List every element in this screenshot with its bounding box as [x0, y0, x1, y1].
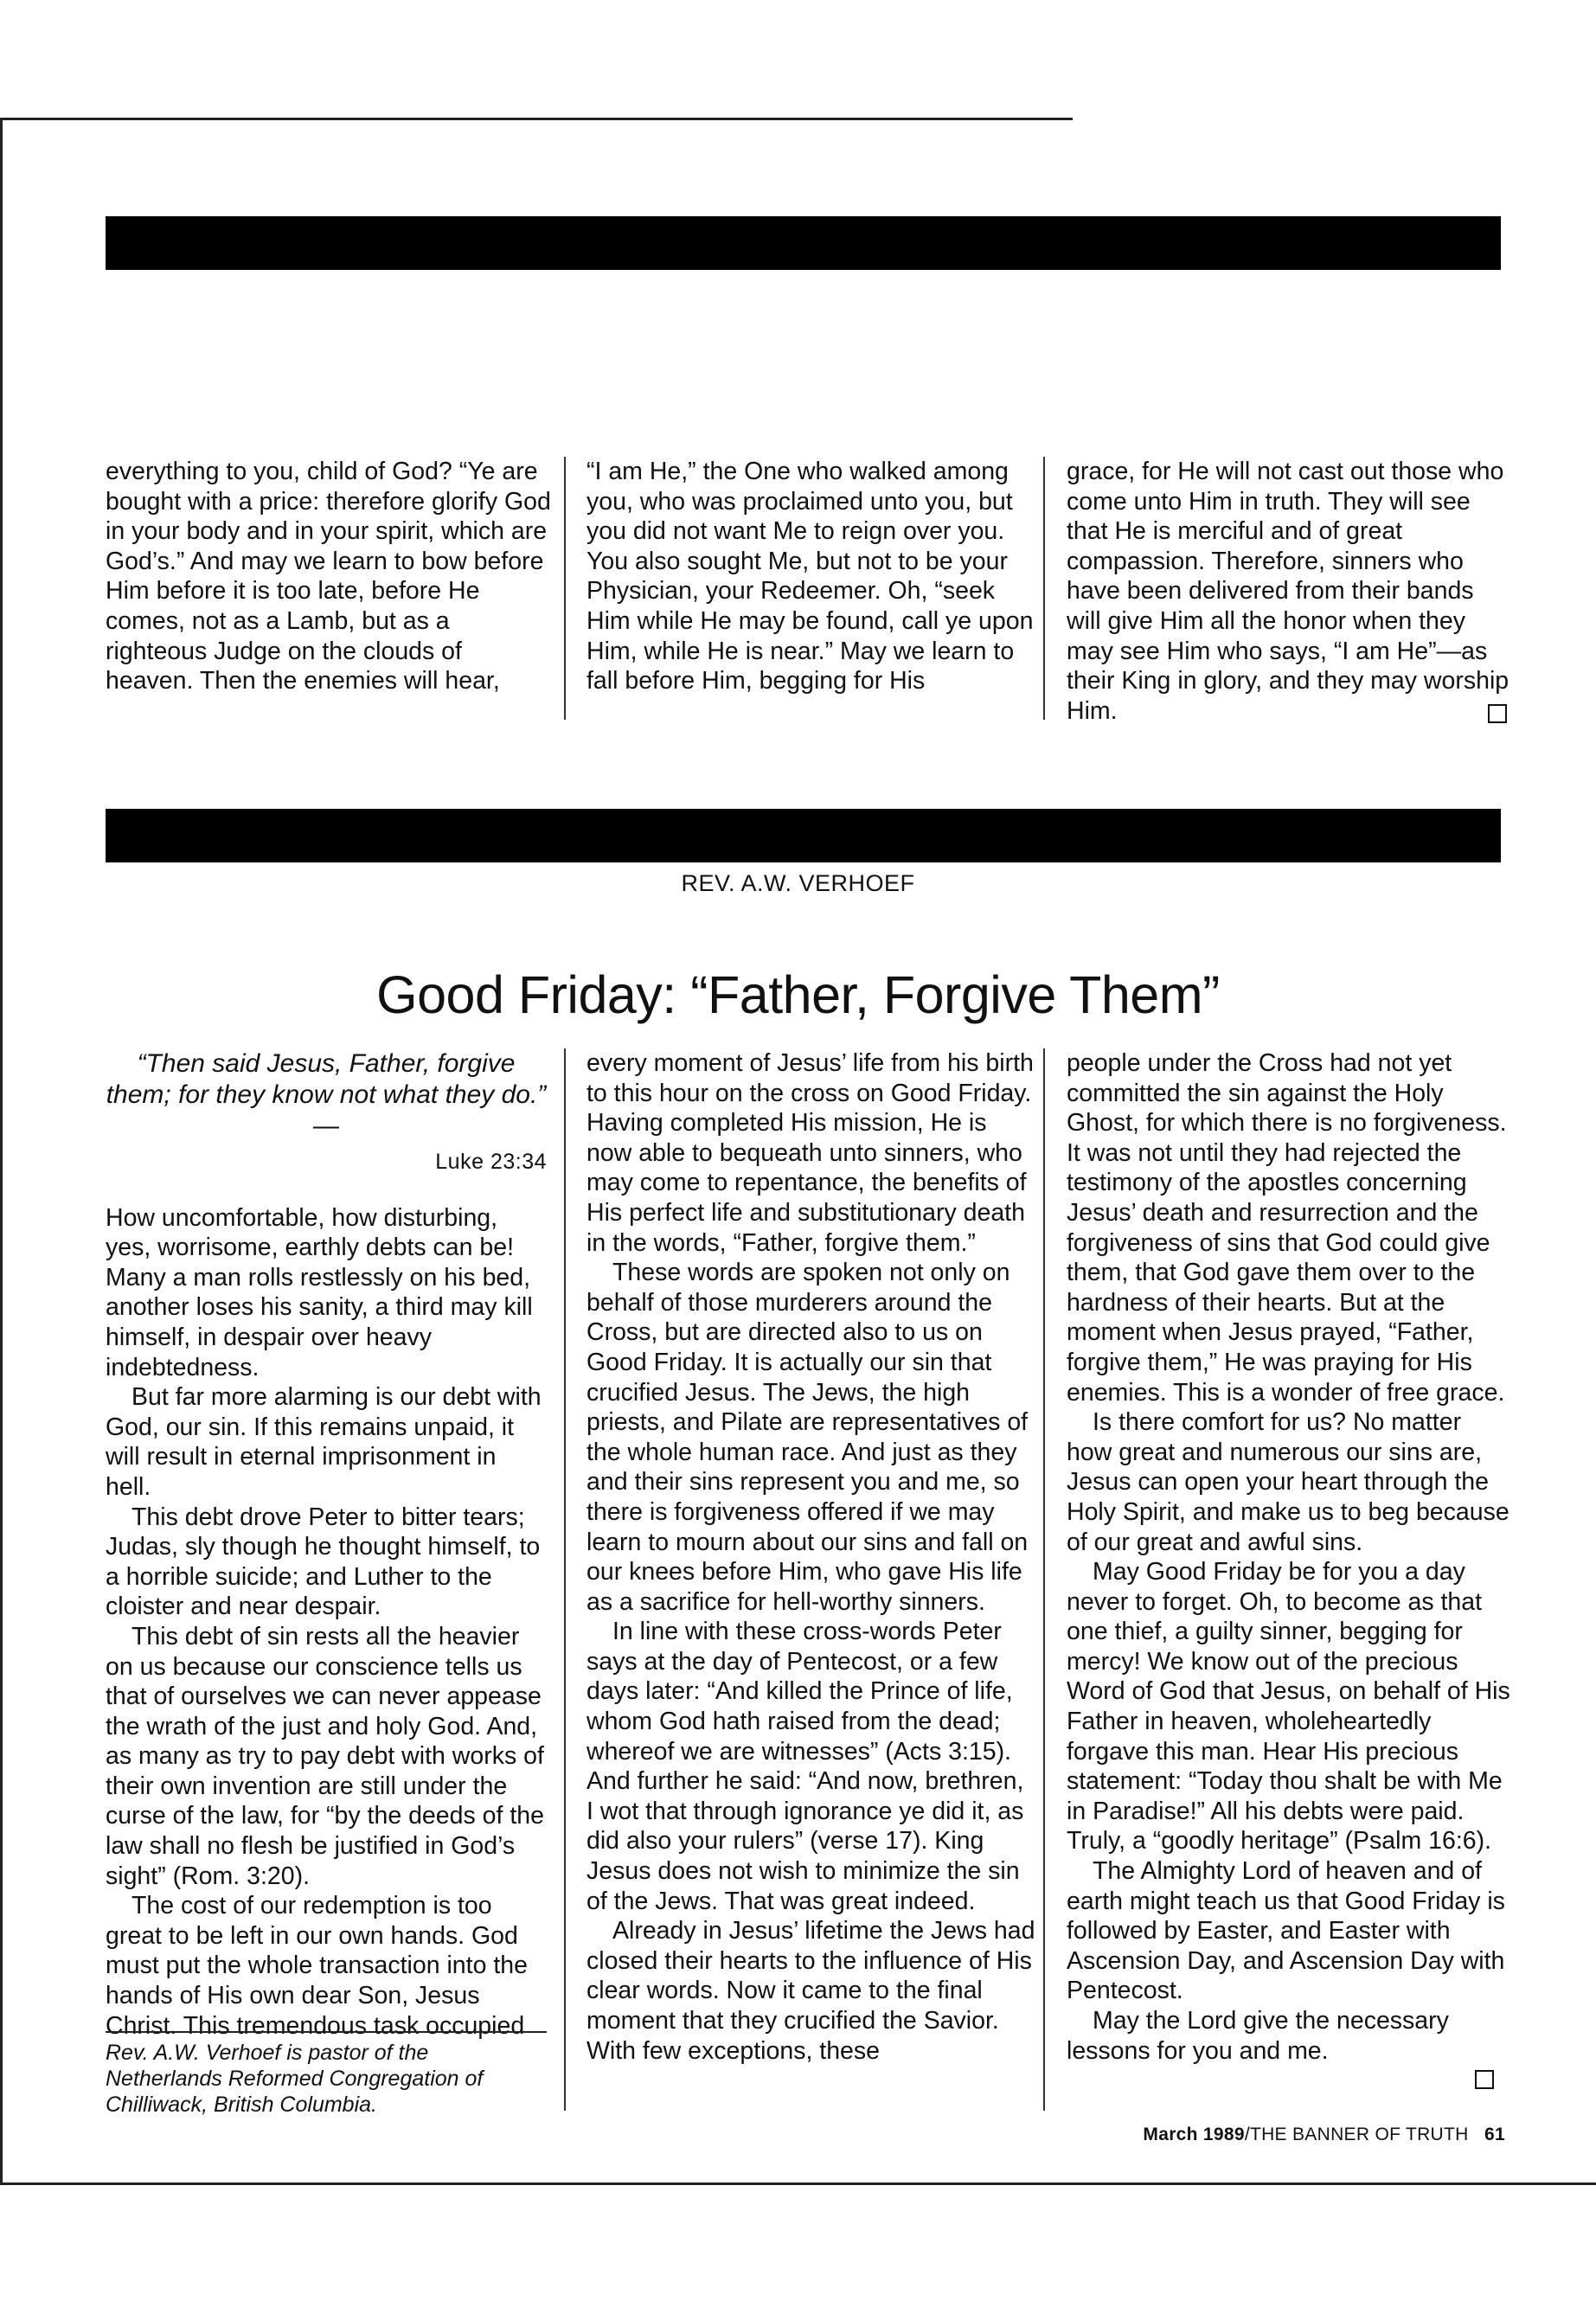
paragraph: The cost of our redemption is too great to be left in our own hands. God must put the whole transaction into the hands of His own dear Son, Jesus Christ. This tremendous task occupied	[106, 1892, 528, 2040]
paragraph: May the Lord give the necessary lessons for you and me.	[1067, 2007, 1449, 2065]
column-rule	[564, 457, 566, 720]
paragraph: In line with these cross-words Peter says at the day of Pentecost, or a few days later: “And killed the Prince of life, whom God hath raised from the dead; whereof we are witnesses” (Acts 3:15). And further he said: “And now, brethren, I wot that through ignorance ye did it, as did also your rulers” (verse 17). King Jesus does not wish to minimize the sin of the Jews. That was great indeed.	[586, 1618, 1024, 1915]
column-rule	[1043, 457, 1045, 720]
byline: REV. A.W. VERHOEF	[681, 870, 915, 896]
footer-publication: /THE BANNER OF TRUTH	[1244, 2125, 1469, 2144]
article-column-1	[106, 1048, 547, 2041]
article-column-3	[1067, 1048, 1512, 2066]
paragraph: Already in Jesus’ lifetime the Jews had closed their hearts to the influence of His clear words. Now it came to the final moment that they crucified the Savior. With few exceptions, these	[586, 1917, 1035, 2065]
end-of-article-square-icon	[1475, 2070, 1494, 2089]
end-of-article-square-icon	[1488, 704, 1507, 723]
epigraph-quote: “Then said Jesus, Father, forgive them; for they know not what they do.” —	[106, 1049, 547, 1140]
footer-date: March 1989	[1143, 2125, 1245, 2144]
article-title: Good Friday: “Father, Forgive Them”	[376, 965, 1220, 1024]
section-black-bar	[106, 809, 1501, 862]
column-rule	[1043, 1048, 1045, 2111]
page-footer	[1038, 2125, 1505, 2145]
paragraph: But far more alarming is our debt with God, our sin. If this remains unpaid, it will result in eternal imprisonment in hell.	[106, 1383, 542, 1501]
paragraph: Is there comfort for us? No matter how great and numerous our sins are, Jesus can open your heart through the Holy Spirit, and make us to beg because of our great and awful sins.	[1067, 1408, 1509, 1556]
paragraph: This debt of sin rests all the heavier on us because our conscience tells us that of ourselves we can never appease the wrath of the just and holy God. And, as many as try to pay debt with works of their own invention are still under the curse of the law, for “by the deeds of the law shall no flesh be justified in God’s sight” (Rom. 3:20).	[106, 1622, 544, 1890]
article-column-2	[586, 1048, 1036, 2066]
paragraph: May Good Friday be for you a day never to forget. Oh, to become as that one thief, a guilty sinner, begging for mercy! We know out of the precious Word of God that Jesus, on behalf of His Father in heaven, wholeheartedly forgave this man. Hear His precious statement: “Today thou shalt be with Me in Paradise!” All his debts were paid. Truly, a “goodly heritage” (Psalm 16:6).	[1067, 1558, 1510, 1856]
author-note: Rev. A.W. Verhoef is pastor of the Netherlands Reformed Congregation of Chilliwack, British Columbia.	[106, 2031, 547, 2118]
previous-article-column-2	[586, 457, 1036, 696]
paragraph: This debt drove Peter to bitter tears; Judas, sly though he thought himself, to a horrible suicide; and Luther to the cloister and near despair.	[106, 1503, 541, 1621]
previous-article-text: grace, for He will not cast out those who come unto Him in truth. They will see that He is merciful and of great compassion. Therefore, sinners who have been delivered from their bands will give Him all the honor when they may see Him who says, “I am He”—as their King in glory, and they may worship Him.	[1067, 458, 1509, 725]
previous-article-text: everything to you, child of God? “Ye are bought with a price: therefore glorify God in your body and in your spirit, which are God’s.” And may we learn to bow before Him before it is too late, before He comes, not as a Lamb, but as a righteous Judge on the clouds of heaven. Then the enemies will hear,	[106, 458, 551, 695]
paragraph: The Almighty Lord of heaven and of earth might teach us that Good Friday is followed by Easter, and Easter with Ascension Day, and Ascension Day with Pentecost.	[1067, 1857, 1505, 2005]
epigraph-reference: Luke 23:34	[435, 1150, 547, 1174]
previous-article-column-3	[1067, 457, 1512, 726]
paragraph: How uncomfortable, how disturbing, yes, worrisome, earthly debts can be! Many a man rolls restlessly on his bed, another loses his sanity, a third may kill himself, in despair over heavy indebtedness.	[106, 1203, 533, 1381]
page-edge-bottom	[0, 2182, 1596, 2185]
page-edge-left	[0, 118, 3, 2185]
previous-article-column-1	[106, 457, 555, 696]
header-black-bar	[106, 216, 1501, 270]
column-rule	[564, 1048, 566, 2111]
paragraph: people under the Cross had not yet committed the sin against the Holy Ghost, for which there is no forgiveness. It was not until they had rejected the testimony of the apostles concerning Jesus’ death and resurrection and the forgiveness of sins that God could give them, that God gave them over to the hardness of their hearts. But at the moment when Jesus prayed, “Father, forgive them,” He was praying for His enemies. This is a wonder of free grace.	[1067, 1049, 1507, 1407]
page-edge-top	[0, 118, 1073, 120]
paragraph: These words are spoken not only on behalf of those murderers around the Cross, but are directed also to us on Good Friday. It is actually our sin that crucified Jesus. The Jews, the high priests, and Pilate are representatives of the whole human race. And just as they and their sins represent you and me, so there is forgiveness offered if we may learn to mourn about our sins and fall on our knees before Him, who gave His life as a sacrifice for hell-worthy sinners.	[586, 1259, 1029, 1616]
previous-article-text: “I am He,” the One who walked among you, who was proclaimed unto you, but you did not want Me to reign over you. You also sought Me, but not to be your Physician, your Redeemer. Oh, “seek Him while He may be found, call ye upon Him, while He is near.” May we learn to fall before Him, begging for His	[586, 458, 1034, 695]
page-number: 61	[1484, 2125, 1505, 2144]
paragraph: every moment of Jesus’ life from his birth to this hour on the cross on Good Friday. Having completed His mission, He is now able to bequeath unto sinners, who may come to repentance, the benefits of His perfect life and substitutionary death in the words, “Father, forgive them.”	[586, 1049, 1034, 1257]
